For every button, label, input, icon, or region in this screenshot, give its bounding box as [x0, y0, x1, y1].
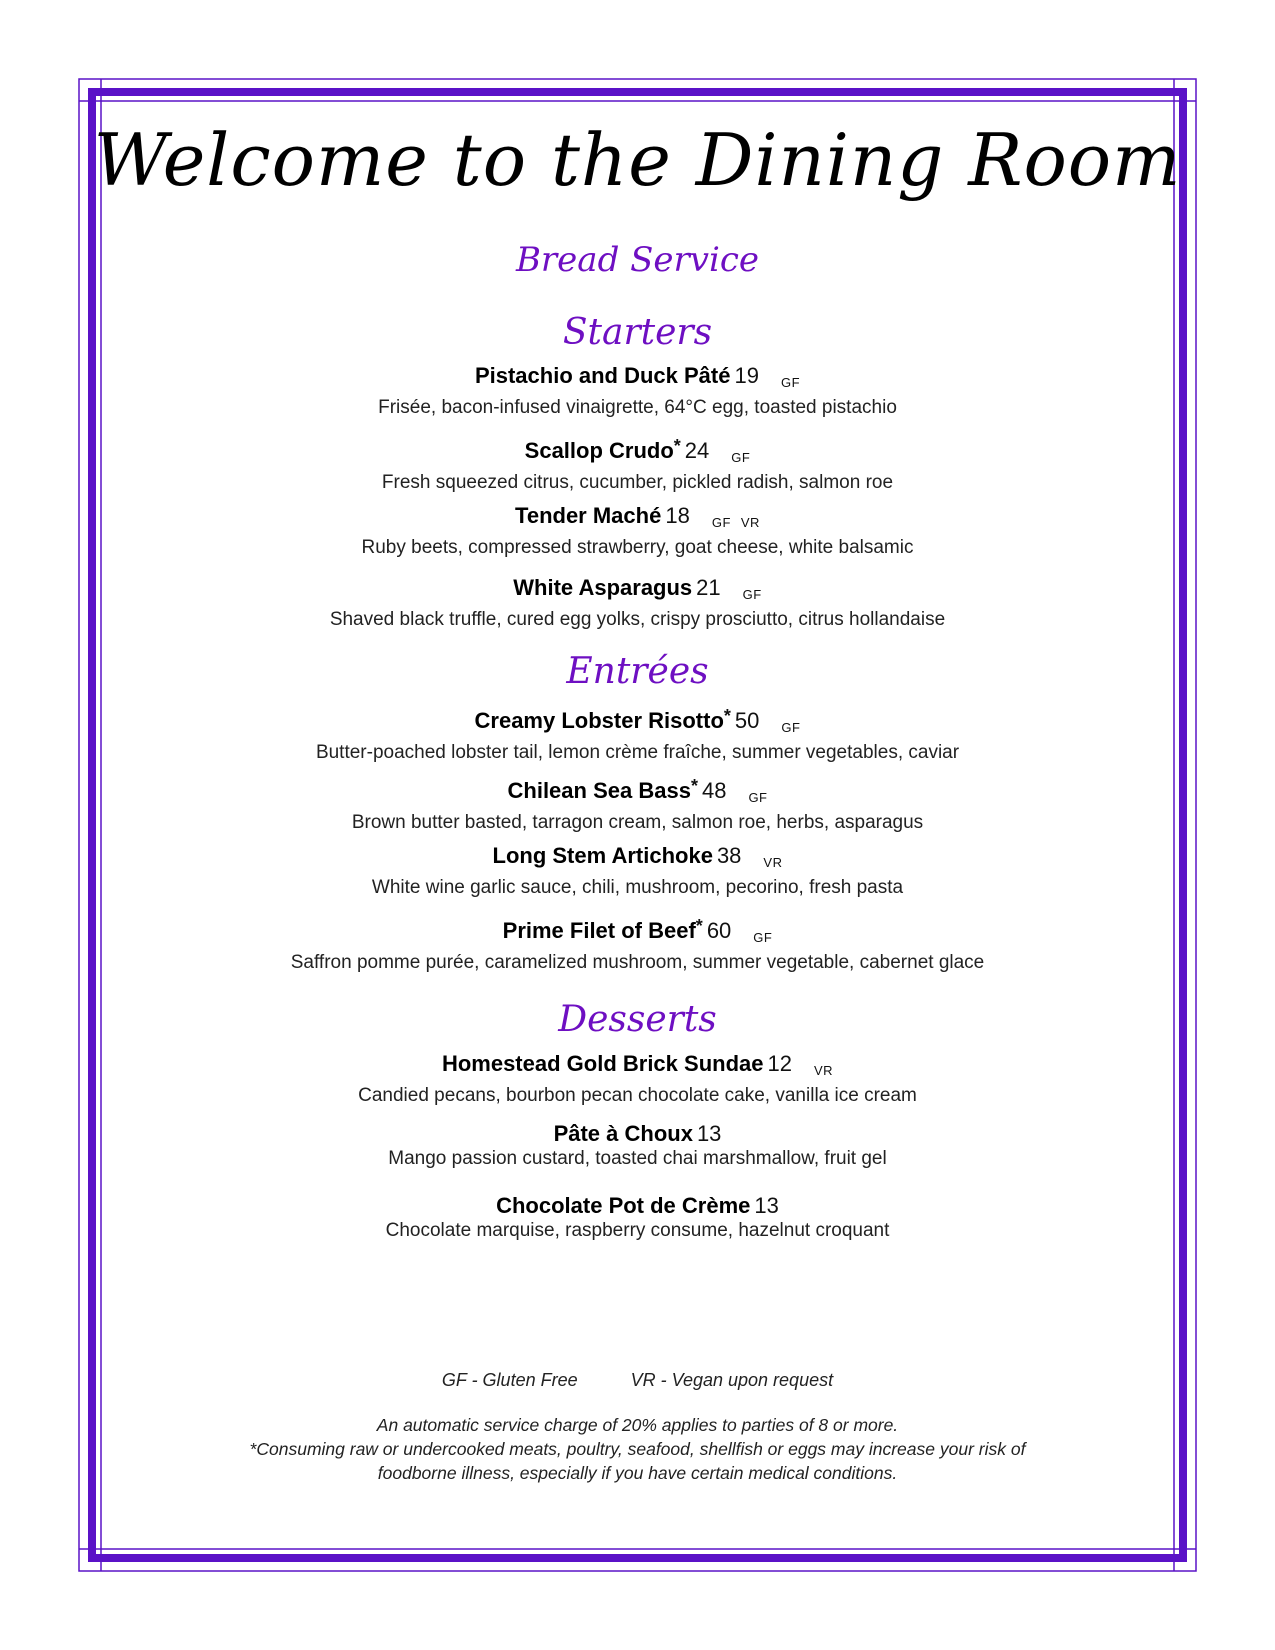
item-description: Shaved black truffle, cured egg yolks, crispy prosciutto, citrus hollandaise — [329, 609, 946, 630]
menu-item — [0, 703, 1275, 765]
dietary-tag: GF — [780, 375, 801, 390]
dietary-tag: GF — [711, 515, 731, 530]
item-price: 38 — [716, 843, 742, 868]
item-name: Chocolate Pot de Crème — [496, 1193, 751, 1218]
bread-service-heading: Bread Service — [515, 240, 760, 280]
menu-item — [0, 363, 1275, 420]
dietary-tag: VR — [813, 1063, 834, 1078]
item-price: 60 — [706, 918, 732, 943]
item-description: Candied pecans, bourbon pecan chocolate cake, vanilla ice cream — [358, 1085, 917, 1106]
item-name: Tender Maché — [515, 503, 662, 528]
item-price: 21 — [696, 575, 721, 600]
item-description: White wine garlic sauce, chili, mushroom, pecorino, fresh pasta — [371, 877, 904, 898]
consumption-warning-note-continued: foodborne illness, especially if you have certain medical conditions. — [377, 1463, 898, 1483]
service-charge-note: An automatic service charge of 20% applies to parties of 8 or more. — [376, 1415, 899, 1435]
dietary-tag: VR — [740, 515, 760, 530]
item-description: Ruby beets, compressed strawberry, goat cheese, white balsamic — [361, 537, 914, 558]
item-price: 50 — [734, 708, 760, 733]
dietary-tag: GF — [731, 450, 751, 465]
item-name: Creamy Lobster Risotto — [474, 708, 724, 733]
dietary-legend — [0, 1370, 1275, 1391]
menu-item — [0, 433, 1275, 495]
item-description: Brown butter basted, tarragon cream, salmon roe, herbs, asparagus — [351, 812, 924, 833]
legend-gluten-free: GF - Gluten Free — [441, 1370, 578, 1390]
raw-item-asterisk: * — [690, 776, 698, 796]
menu-item — [0, 1193, 1275, 1243]
item-name: Prime Filet of Beef — [502, 918, 696, 943]
menu-item — [0, 503, 1275, 560]
raw-item-asterisk: * — [695, 916, 703, 936]
dietary-tag: GF — [753, 930, 773, 945]
dietary-tag: GF — [742, 587, 762, 602]
menu-item — [0, 843, 1275, 900]
dietary-tag: GF — [781, 720, 801, 735]
item-name: Long Stem Artichoke — [492, 843, 713, 868]
menu-item — [0, 1121, 1275, 1171]
raw-item-asterisk: * — [673, 436, 681, 456]
section-heading-entrees: Entrées — [566, 651, 709, 692]
consumption-warning-note: *Consuming raw or undercooked meats, poultry, seafood, shellfish or eggs may increase your risk of — [249, 1439, 1026, 1459]
item-name: Pâte à Choux — [553, 1121, 693, 1146]
item-description: Chocolate marquise, raspberry consume, hazelnut croquant — [385, 1220, 890, 1241]
item-name: Chilean Sea Bass — [507, 778, 691, 803]
item-price: 13 — [696, 1121, 722, 1146]
footer-notes — [0, 1413, 1275, 1485]
raw-item-asterisk: * — [723, 706, 731, 726]
item-price: 13 — [754, 1193, 779, 1218]
item-description: Frisée, bacon-infused vinaigrette, 64°C egg, toasted pistachio — [378, 397, 897, 418]
item-description: Butter-poached lobster tail, lemon crème fraîche, summer vegetables, caviar — [315, 742, 960, 763]
item-name: Scallop Crudo — [524, 438, 674, 463]
item-name: Homestead Gold Brick Sundae — [441, 1051, 764, 1076]
dietary-tag: GF — [748, 790, 768, 805]
item-price: 12 — [767, 1051, 792, 1076]
menu-item — [0, 773, 1275, 835]
page-title: Welcome to the Dining Room — [93, 118, 1182, 202]
item-price: 18 — [665, 503, 690, 528]
item-description: Mango passion custard, toasted chai marshmallow, fruit gel — [388, 1148, 887, 1169]
menu-item — [0, 913, 1275, 975]
legend-vegan: VR - Vegan upon request — [630, 1370, 834, 1390]
item-price: 19 — [734, 363, 759, 388]
item-price: 24 — [684, 438, 710, 463]
item-name: White Asparagus — [513, 575, 693, 600]
dietary-tag: VR — [763, 855, 783, 870]
section-heading-desserts: Desserts — [558, 999, 717, 1040]
item-price: 48 — [701, 778, 727, 803]
item-description: Saffron pomme purée, caramelized mushroom, summer vegetable, cabernet glace — [290, 952, 985, 973]
section-heading-starters: Starters — [562, 312, 713, 353]
item-name: Pistachio and Duck Pâté — [474, 363, 731, 388]
menu-item — [0, 575, 1275, 632]
item-description: Fresh squeezed citrus, cucumber, pickled radish, salmon roe — [381, 472, 894, 493]
menu-item — [0, 1051, 1275, 1108]
